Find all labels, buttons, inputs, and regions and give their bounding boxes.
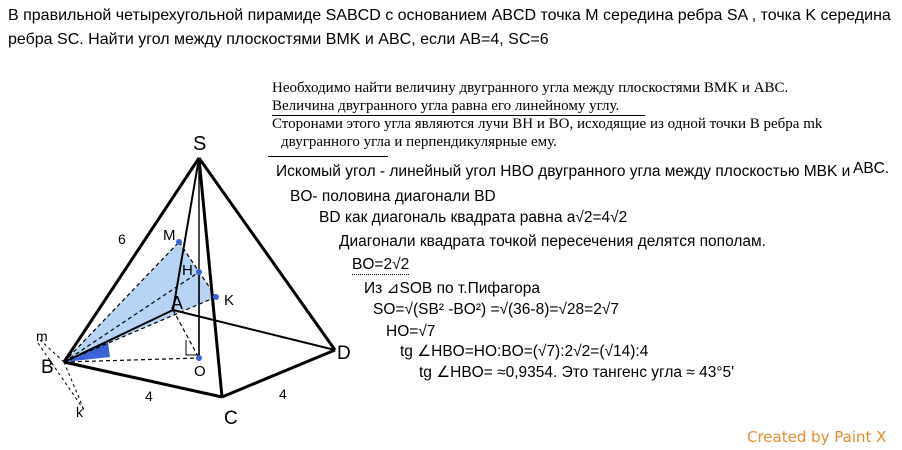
solution-line-11: SO=√(SB² -BO²) =√(36-8)=√28=2√7 xyxy=(373,301,619,318)
solution-line-12: HO=√7 xyxy=(386,323,436,340)
problem-line-2: ребра SC. Найти угол между плоскостями BMK и ABC, если AB=4, SC=6 xyxy=(8,31,549,48)
label-edge-sb: 6 xyxy=(118,231,126,247)
label-o: O xyxy=(194,363,206,380)
label-edge-bc: 4 xyxy=(145,388,153,404)
label-m-lower: m xyxy=(36,328,48,344)
label-d: D xyxy=(337,343,351,364)
label-k: K xyxy=(224,292,235,309)
solution-line-3: Сторонами этого угла являются лучи BH и BO, исходящие из одной точки B ребра mk xyxy=(272,116,823,132)
label-k-lower: k xyxy=(76,404,83,420)
section-bmk-fill xyxy=(64,242,216,362)
solution-line-9: BO=2√2 xyxy=(352,256,410,273)
solution-line-6: BO- половина диагонали BD xyxy=(290,188,496,205)
solution-line-2: Величина двугранного угла равна его линейному углу. xyxy=(272,98,645,116)
solution-line-10: Из ⊿SOB по т.Пифагора xyxy=(364,280,540,297)
solution-line-14: tg ∠HBO= ≈0,9354. Это тангенс угла ≈ 43°5' xyxy=(419,364,735,381)
label-h: H xyxy=(182,262,193,279)
label-edge-cd: 4 xyxy=(279,386,287,402)
right-angle-o xyxy=(186,340,199,355)
solution-line-1: Необходимо найти величину двугранного угла между плоскостями BMK и ABC. xyxy=(272,80,789,96)
label-a: A xyxy=(171,293,184,313)
solution-line-5: Искомый угол - линейный угол HBO двугранного угла между плоскостью MBK и xyxy=(276,163,851,180)
label-s: S xyxy=(193,133,207,155)
solution-line-8: Диагонали квадрата точкой пересечения делятся пополам. xyxy=(339,233,766,250)
label-b: B xyxy=(41,357,54,378)
label-m: M xyxy=(163,227,176,244)
label-c: C xyxy=(224,408,238,429)
solution-line-13: tg ∠HBO=HO:BO=(√7):2√2=(√14):4 xyxy=(400,343,649,360)
watermark: Created by Paint X xyxy=(747,428,887,446)
solution-line-5b: ABC. xyxy=(853,160,890,177)
solution-line-7: BD как диагональ квадрата равна а√2=4√2 xyxy=(319,209,628,226)
solution-line-4: двугранного угла и перпендикулярные ему. xyxy=(281,134,557,150)
problem-line-1: В правильной четырехугольной пирамиде SABCD с основанием ABCD точка M середина ребра SA , точка K середина xyxy=(8,7,891,24)
